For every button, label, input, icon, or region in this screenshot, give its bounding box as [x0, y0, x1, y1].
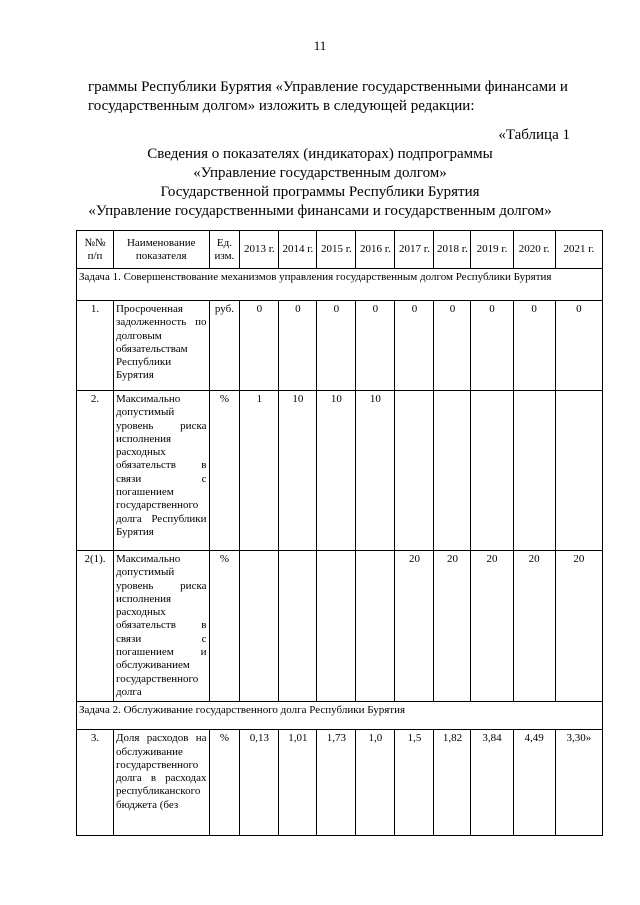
value-cell: 0 [471, 301, 513, 391]
header-cell: 2020 г. [513, 231, 555, 269]
indicator-name: Максимально допустимый уровень риска исполнения расходных обязательств в связи с погашением государственного долга Республики Бурятия [113, 391, 209, 551]
value-cell: 0,13 [240, 730, 279, 836]
header-cell: 2017 г. [395, 231, 434, 269]
value-cell [240, 551, 279, 702]
heading-line: Сведения о показателях (индикаторах) подпрограммы [147, 146, 493, 162]
value-cell: 0 [434, 301, 471, 391]
value-cell: 1,73 [317, 730, 356, 836]
value-cell: 0 [395, 301, 434, 391]
header-cell: 2013 г. [240, 231, 279, 269]
heading-line: «Управление государственным долгом» [193, 165, 447, 181]
value-cell: 10 [356, 391, 395, 551]
header-cell: 2019 г. [471, 231, 513, 269]
value-cell: 1,82 [434, 730, 471, 836]
header-cell: 2014 г. [279, 231, 317, 269]
header-cell: 2021 г. [555, 231, 602, 269]
indicator-name: Доля расходов на обслуживание государственного долга в расходах республиканского бюджета (без [113, 730, 209, 836]
header-cell: 2015 г. [317, 231, 356, 269]
value-cell: 20 [513, 551, 555, 702]
value-cell: 3,84 [471, 730, 513, 836]
unit-cell: % [209, 391, 240, 551]
header-cell: 2018 г. [434, 231, 471, 269]
table-row [77, 730, 603, 836]
heading-line: «Управление государственными финансами и государственным долгом» [88, 203, 552, 219]
value-cell: 0 [240, 301, 279, 391]
table-label: «Таблица 1 [498, 127, 570, 143]
value-cell [434, 391, 471, 551]
task-row [77, 269, 603, 301]
header-cell: Ед. изм. [209, 231, 240, 269]
value-cell: 20 [395, 551, 434, 702]
header-cell: №№ п/п [77, 231, 114, 269]
value-cell: 0 [356, 301, 395, 391]
value-cell [471, 391, 513, 551]
value-cell [356, 551, 395, 702]
indicators-table [76, 230, 603, 836]
value-cell: 0 [555, 301, 602, 391]
value-cell: 1,01 [279, 730, 317, 836]
value-cell: 1,5 [395, 730, 434, 836]
task-2-title: Задача 2. Обслуживание государственного долга Республики Бурятия [77, 702, 603, 730]
value-cell: 10 [317, 391, 356, 551]
value-cell: 4,49 [513, 730, 555, 836]
value-cell: 0 [317, 301, 356, 391]
table-header-row [77, 231, 603, 269]
table-heading [0, 145, 640, 221]
task-1-title: Задача 1. Совершенствование механизмов управления государственным долгом Республики Бурятия [77, 269, 603, 301]
table-row [77, 551, 603, 702]
value-cell: 20 [471, 551, 513, 702]
unit-cell: руб. [209, 301, 240, 391]
value-cell: 10 [279, 391, 317, 551]
heading-line: Государственной программы Республики Бурятия [160, 184, 480, 200]
unit-cell: % [209, 730, 240, 836]
value-cell [513, 391, 555, 551]
value-cell: 0 [513, 301, 555, 391]
row-number: 2. [77, 391, 114, 551]
value-cell [279, 551, 317, 702]
value-cell: 3,30» [555, 730, 602, 836]
header-cell: 2016 г. [356, 231, 395, 269]
value-cell [317, 551, 356, 702]
row-number: 1. [77, 301, 114, 391]
page-number: 11 [313, 38, 327, 53]
intro-paragraph: граммы Республики Бурятия «Управление государственными финансами и государственным долгом» изложить в следующей редакции: [88, 79, 568, 114]
value-cell: 20 [434, 551, 471, 702]
indicator-name: Максимально допустимый уровень риска исполнения расходных обязательств в связи с погашением и обслуживанием государственного долга [113, 551, 209, 702]
header-cell: Наименование показателя [113, 231, 209, 269]
row-number: 3. [77, 730, 114, 836]
value-cell: 0 [279, 301, 317, 391]
table-row [77, 391, 603, 551]
value-cell: 1,0 [356, 730, 395, 836]
table-row [77, 301, 603, 391]
value-cell: 20 [555, 551, 602, 702]
task-row [77, 702, 603, 730]
unit-cell: % [209, 551, 240, 702]
value-cell [555, 391, 602, 551]
value-cell: 1 [240, 391, 279, 551]
indicator-name: Просроченная задолженность по долговым обязательствам Республики Бурятия [113, 301, 209, 391]
row-number: 2(1). [77, 551, 114, 702]
value-cell [395, 391, 434, 551]
